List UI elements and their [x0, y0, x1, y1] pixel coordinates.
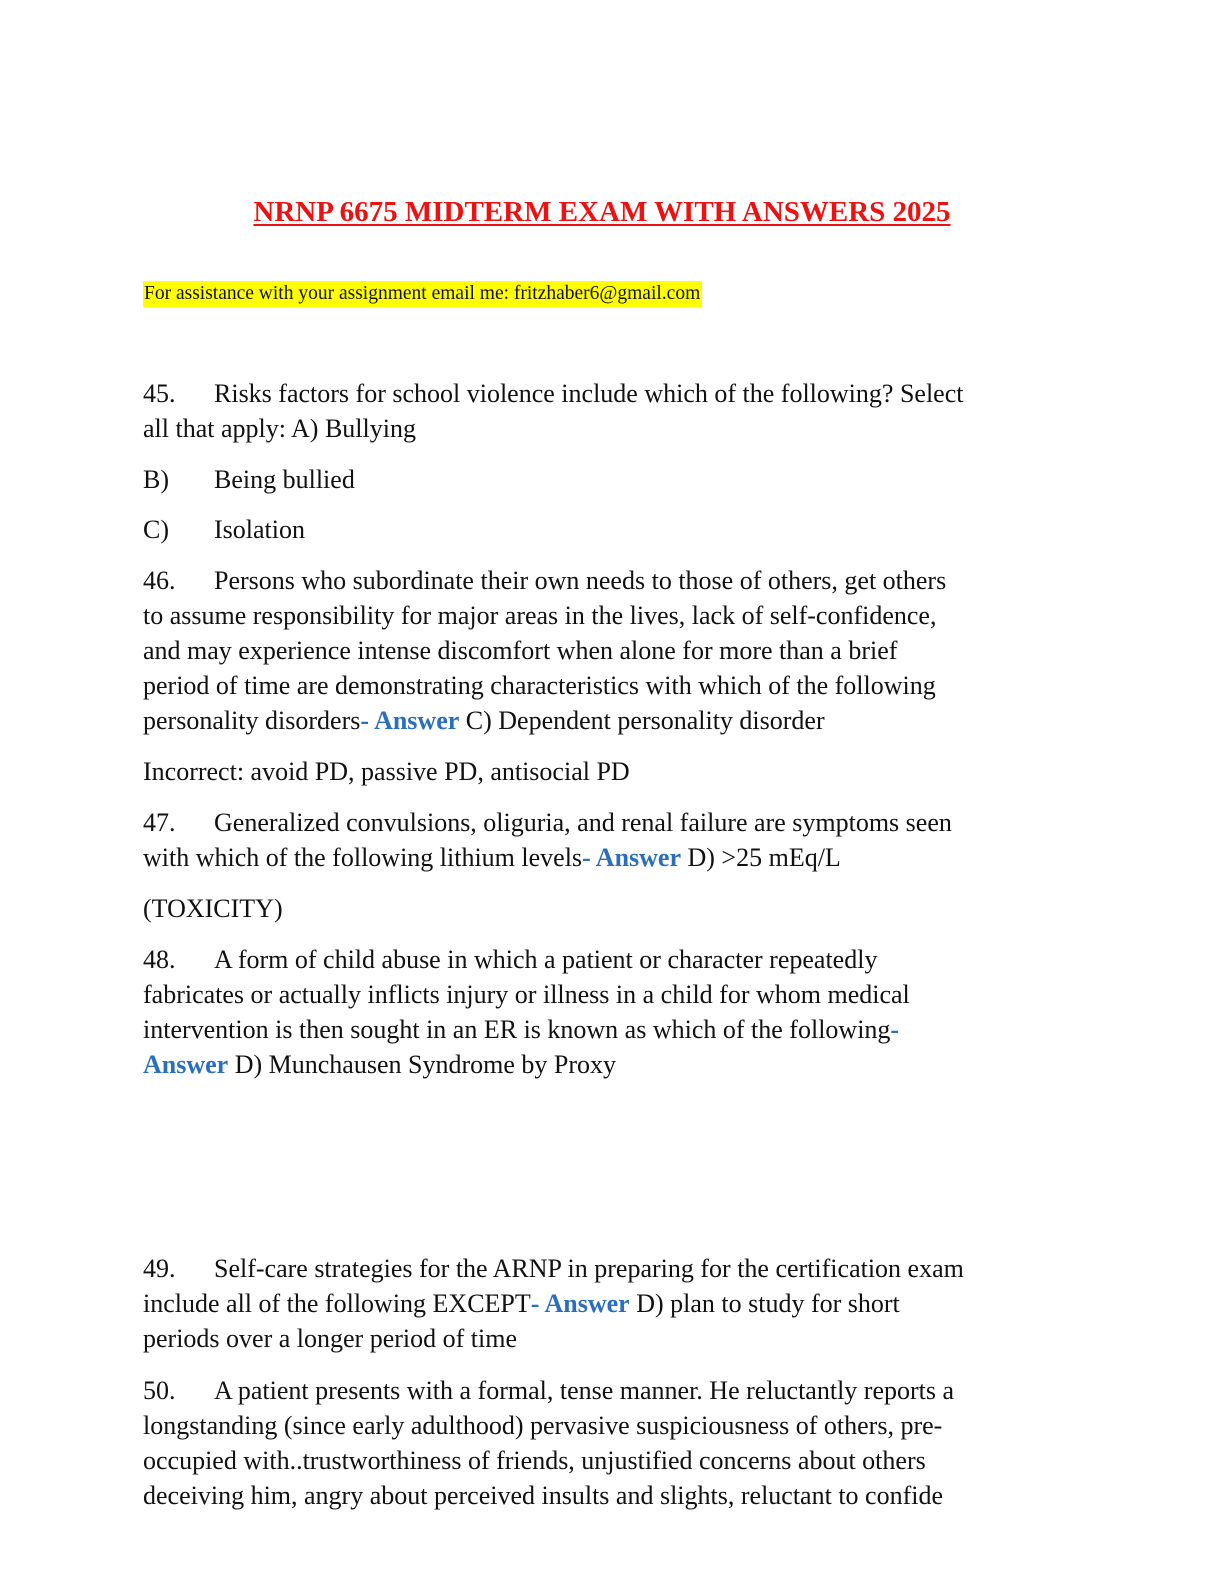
question-50: [143, 1373, 1078, 1513]
question-49: [143, 1251, 1078, 1356]
question-text: personality disorders: [143, 706, 361, 735]
question-text: longstanding (since early adulthood) pervasive suspiciousness of others, pre-: [143, 1411, 943, 1440]
question-number: 49.: [143, 1254, 176, 1283]
answer-text: C) Dependent personality disorder: [459, 706, 825, 735]
question-text: A patient presents with a formal, tense manner. He reluctantly reports a: [214, 1376, 955, 1405]
question-text: intervention is then sought in an ER is known as which of the following: [143, 1015, 891, 1044]
question-text: include all of the following EXCEPT: [143, 1289, 531, 1318]
answer-text: D) Munchausen Syndrome by Proxy: [228, 1050, 617, 1079]
question-46: [143, 563, 1078, 738]
option-c: [143, 512, 1078, 547]
question-number: 45.: [143, 379, 176, 408]
question-text: and may experience intense discomfort when alone for more than a brief: [143, 636, 898, 665]
question-text: Persons who subordinate their own needs to those of others, get others: [214, 566, 947, 595]
answer-text: periods over a longer period of time: [143, 1324, 517, 1353]
question-number: 46.: [143, 566, 176, 595]
page-title: NRNP 6675 MIDTERM EXAM WITH ANSWERS 2025: [253, 196, 951, 228]
option-text: Isolation: [214, 515, 305, 544]
option-label: B): [143, 465, 169, 494]
question-47-note: [143, 891, 1078, 926]
answer-note: Incorrect: avoid PD, passive PD, antisocial PD: [143, 757, 630, 786]
answer-label: - Answer: [582, 843, 681, 872]
question-48: [143, 942, 1078, 1082]
answer-note: (TOXICITY): [143, 894, 283, 923]
question-text: all that apply: A) Bullying: [143, 414, 416, 443]
question-text: period of time are demonstrating characteristics with which of the following: [143, 671, 936, 700]
assistance-note: For assistance with your assignment email me: fritzhaber6@gmail.com: [143, 281, 702, 307]
answer-label: Answer: [143, 1050, 229, 1079]
question-text: occupied with..trustworthiness of friends, unjustified concerns about others: [143, 1446, 926, 1475]
question-text: A form of child abuse in which a patient or character repeatedly: [214, 945, 878, 974]
question-text: Risks factors for school violence include which of the following? Select: [214, 379, 964, 408]
question-45: [143, 376, 1078, 446]
answer-text: D) plan to study for short: [629, 1289, 900, 1318]
question-number: 48.: [143, 945, 176, 974]
question-47: [143, 805, 1078, 875]
question-text: deceiving him, angry about perceived insults and slights, reluctant to confide: [143, 1481, 944, 1510]
question-number: 50.: [143, 1376, 176, 1405]
question-number: 47.: [143, 808, 176, 837]
question-text: fabricates or actually inflicts injury or illness in a child for whom medical: [143, 980, 910, 1009]
question-text: Self-care strategies for the ARNP in preparing for the certification exam: [214, 1254, 964, 1283]
answer-label: - Answer: [360, 706, 460, 735]
option-text: Being bullied: [214, 465, 355, 494]
answer-dash: -: [890, 1015, 900, 1044]
question-46-note: [143, 754, 1078, 789]
answer-text: D) >25 mEq/L: [681, 843, 841, 872]
option-label: C): [143, 515, 169, 544]
answer-label: - Answer: [530, 1289, 630, 1318]
option-b: [143, 462, 1078, 497]
question-text: with which of the following lithium levels: [143, 843, 583, 872]
question-text: Generalized convulsions, oliguria, and renal failure are symptoms seen: [214, 808, 952, 837]
question-text: to assume responsibility for major areas in the lives, lack of self-confidence,: [143, 601, 937, 630]
